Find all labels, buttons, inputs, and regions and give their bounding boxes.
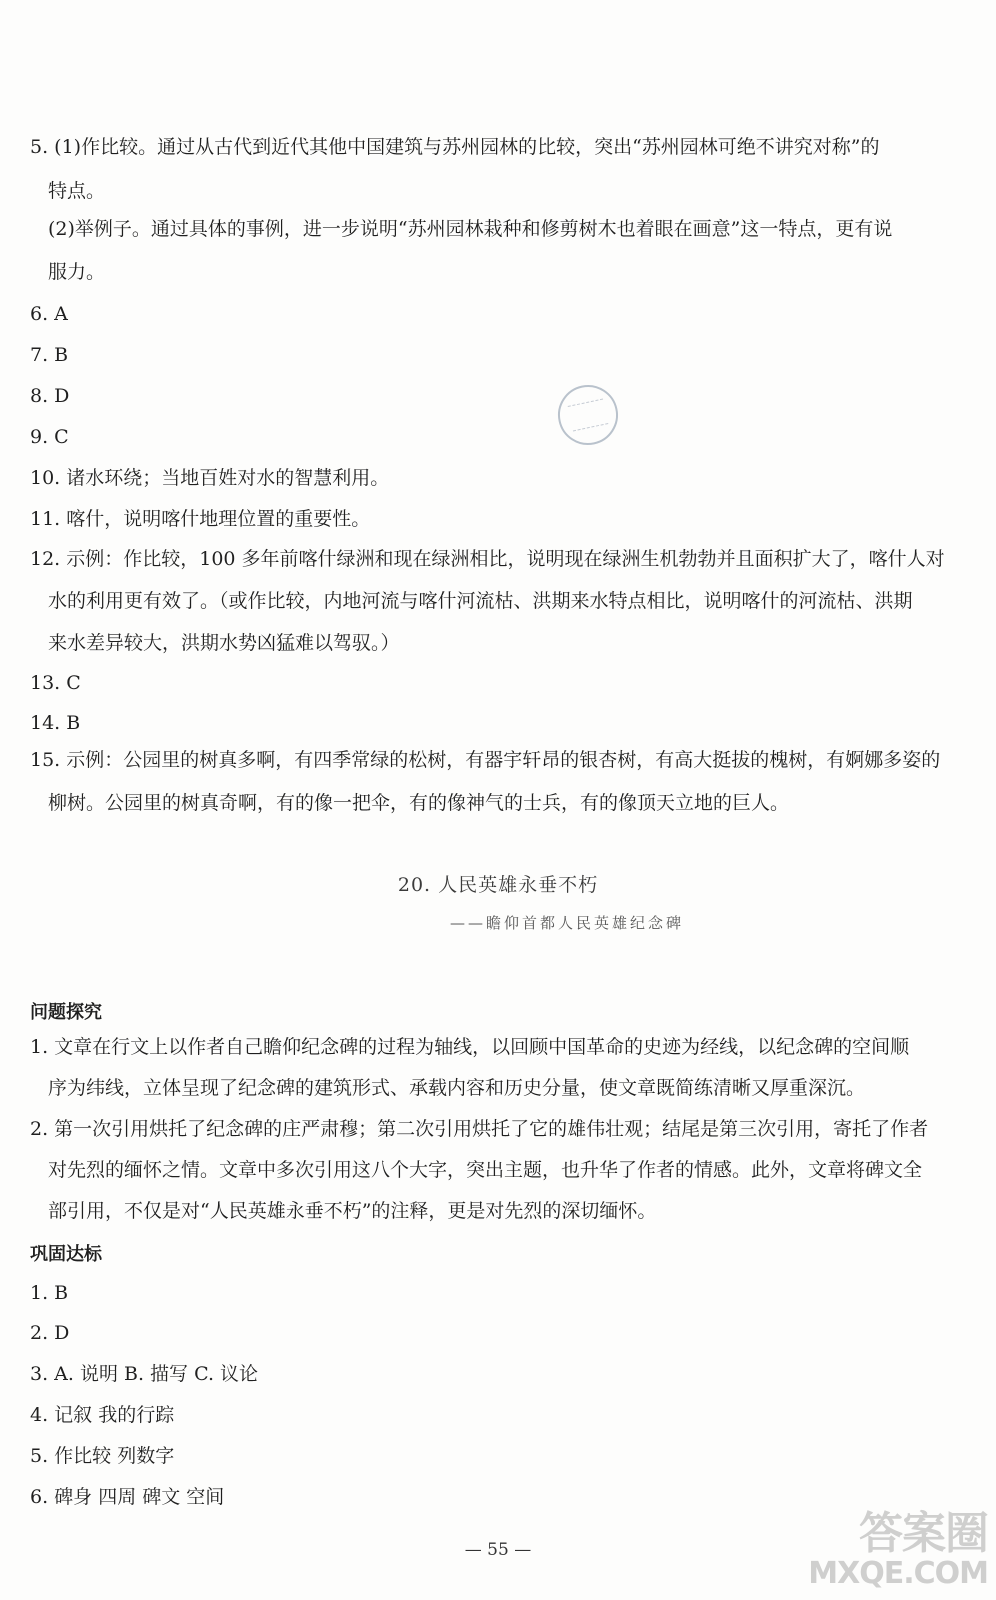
inquiry-1: 1. 文章在行文上以作者自己瞻仰纪念碑的过程为轴线，以回顾中国革命的史迹为经线，以纪念碑的空间顺 (30, 1036, 910, 1058)
answer-14: 14. B (30, 712, 81, 734)
answer-5-part2-cont: 服力。 (48, 261, 106, 283)
answer-10: 10. 诸水环绕；当地百姓对水的智慧利用。 (30, 467, 390, 489)
section-heading-inquiry: 问题探究 (30, 1002, 102, 1023)
practice-6: 6. 碑身 四周 碑文 空间 (30, 1486, 225, 1508)
answer-7: 7. B (30, 344, 69, 366)
inquiry-2-cont2: 部引用，不仅是对“人民英雄永垂不朽”的注释，更是对先烈的深切缅怀。 (48, 1200, 657, 1222)
answer-12-cont2: 来水差异较大，洪期水势凶猛难以驾驭。） (48, 632, 400, 654)
practice-2: 2. D (30, 1322, 70, 1344)
site-watermark (808, 1508, 988, 1594)
practice-1: 1. B (30, 1282, 69, 1304)
answer-6: 6. A (30, 303, 68, 325)
watermark-logo-text: 答案圈 (859, 1508, 988, 1559)
practice-5: 5. 作比较 列数字 (30, 1445, 175, 1467)
answer-11: 11. 喀什，说明喀什地理位置的重要性。 (30, 508, 371, 530)
section-heading-practice: 巩固达标 (30, 1244, 102, 1265)
page-number: — 55 — (464, 1540, 532, 1560)
watermark-domain: MXQE.COM (808, 1556, 988, 1591)
inquiry-2-cont1: 对先烈的缅怀之情。文章中多次引用这八个大字，突出主题，也升华了作者的情感。此外，文章将碑文全 (48, 1159, 923, 1181)
answer-8: 8. D (30, 385, 70, 407)
answer-13: 13. C (30, 672, 81, 694)
answer-9: 9. C (30, 426, 69, 448)
answer-12-cont1: 水的利用更有效了。（或作比较，内地河流与喀什河流枯、洪期来水特点相比，说明喀什的河流枯、洪期 (48, 590, 913, 612)
inquiry-2: 2. 第一次引用烘托了纪念碑的庄严肃穆；第二次引用烘托了它的雄伟壮观；结尾是第三次引用，寄托了作者 (30, 1118, 929, 1140)
answer-5-part1-cont: 特点。 (48, 180, 106, 202)
practice-3: 3. A. 说明 B. 描写 C. 议论 (30, 1363, 259, 1385)
lesson-subtitle: ——瞻仰首都人民英雄纪念碑 (449, 914, 684, 932)
answer-5-part1: 5. (1)作比较。通过从古代到近代其他中国建筑与苏州园林的比较，突出“苏州园林可绝不讲究对称”的 (30, 136, 880, 158)
answer-12: 12. 示例：作比较，100 多年前喀什绿洲和现在绿洲相比，说明现在绿洲生机勃勃并且面积扩大了，喀什人对 (30, 548, 945, 570)
answer-5-part2: (2)举例子。通过具体的事例，进一步说明“苏州园林栽种和修剪树木也着眼在画意”这一特点，更有说 (48, 218, 893, 240)
inquiry-1-cont: 序为纬线，立体呈现了纪念碑的建筑形式、承载内容和历史分量，使文章既简练清晰又厚重深沉。 (48, 1077, 866, 1099)
answer-15: 15. 示例：公园里的树真多啊，有四季常绿的松树，有器宇轩昂的银杏树，有高大挺拔的槐树，有婀娜多姿的 (30, 749, 941, 771)
answer-15-cont: 柳树。公园里的树真奇啊，有的像一把伞，有的像神气的士兵，有的像顶天立地的巨人。 (48, 792, 790, 814)
lesson-title: 20. 人民英雄永垂不朽 (397, 874, 599, 896)
practice-4: 4. 记叙 我的行踪 (30, 1404, 175, 1426)
